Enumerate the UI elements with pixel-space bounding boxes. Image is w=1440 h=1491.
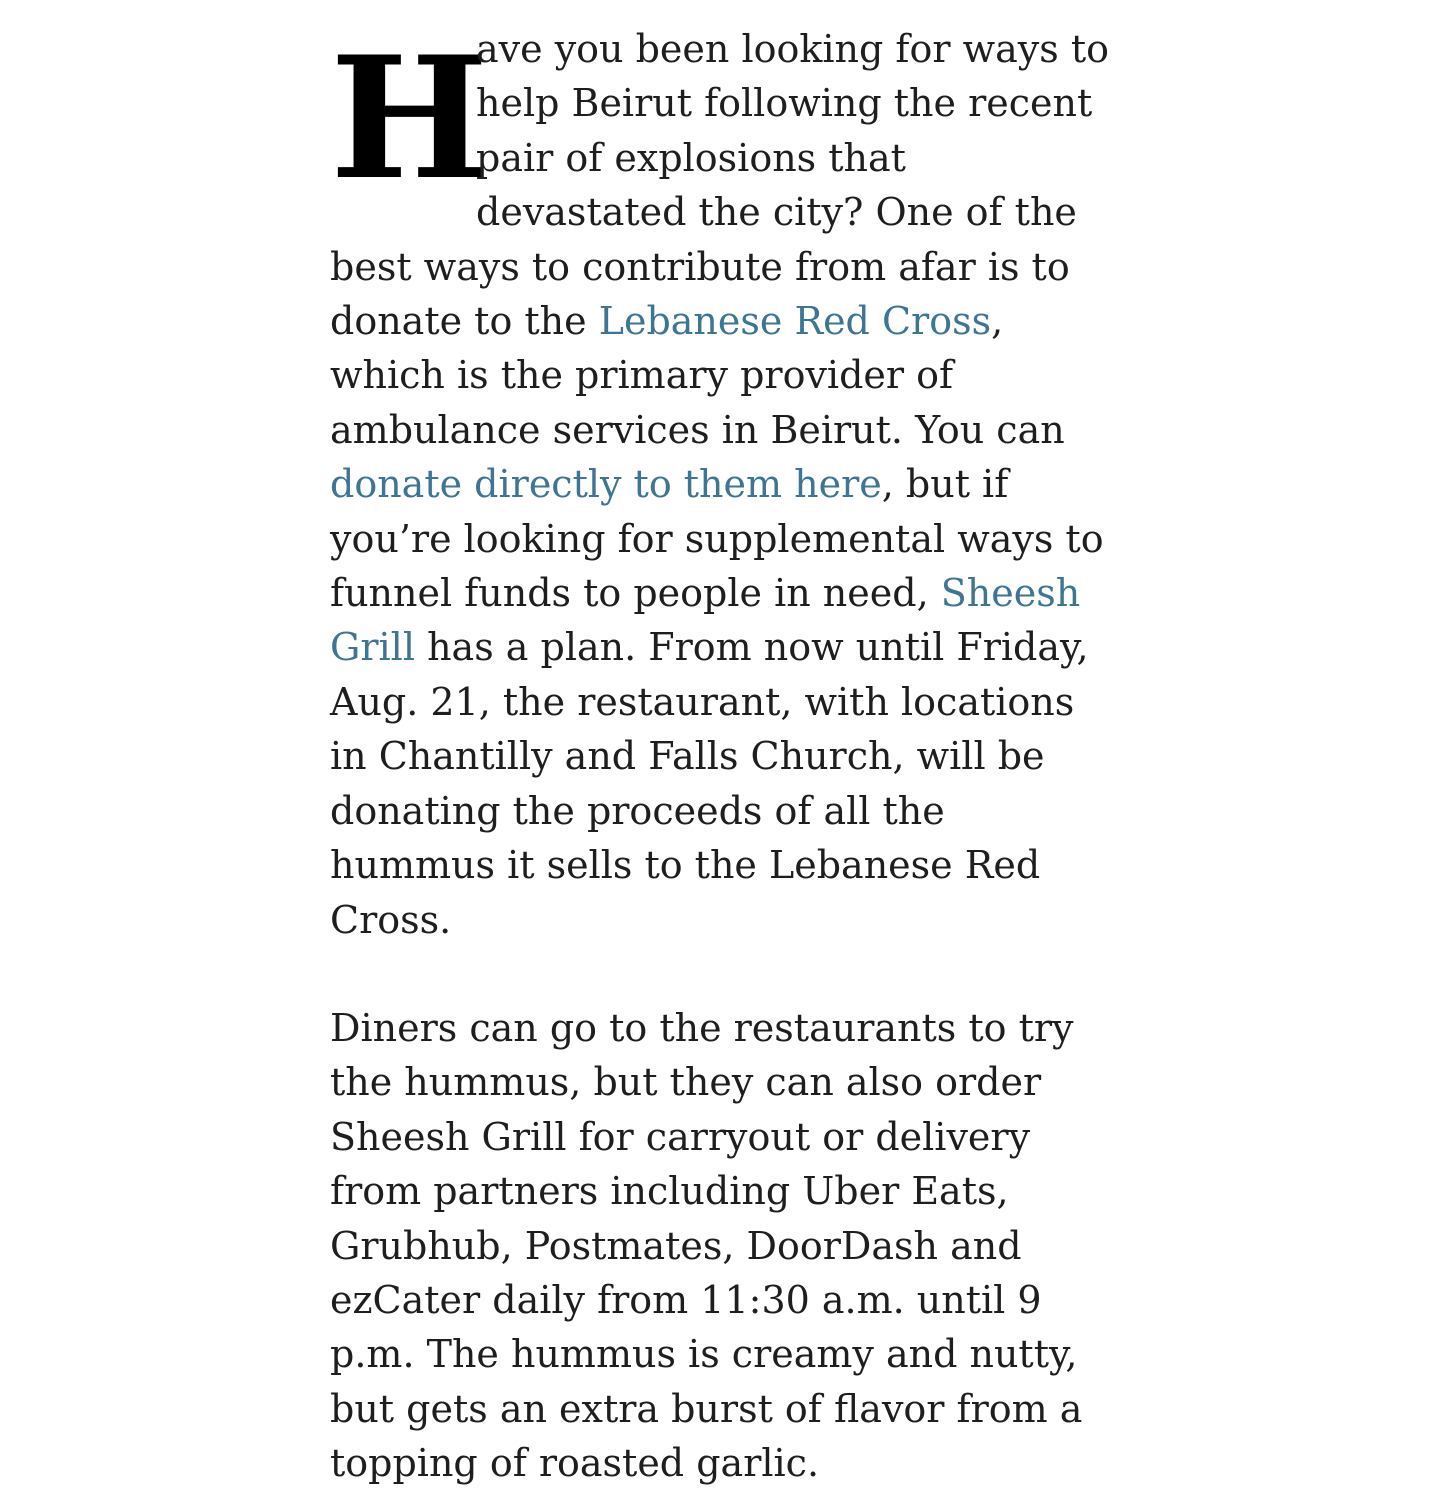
- paragraph-1-text-d: has a plan. From now until Friday, Aug. 21, the restaurant, with locations in Chantilly and Falls Church, will be donating the proceeds of all the hummus it sells to the Lebanese Red Cross.: [330, 625, 1089, 942]
- paragraph-2: Diners can go to the restaurants to try the hummus, but they can also order Sheesh Grill for carryout or delivery from partners including Uber Eats, Grubhub, Postmates, DoorDash and ezCater daily from 11:30 a.m. until 9 p.m. The hummus is creamy and nutty, but gets an extra burst of flavor from a topping of roasted garlic.: [330, 1005, 1083, 1486]
- lebanese-red-cross-link[interactable]: Lebanese Red Cross: [598, 299, 992, 344]
- article-body: [330, 19, 1110, 1491]
- drop-cap: H: [330, 19, 485, 217]
- sheesh-grill-link[interactable]: Sheesh Grill: [330, 571, 1081, 670]
- donate-directly-link[interactable]: donate directly to them here: [330, 462, 882, 507]
- paragraph-1-text-a: ave you been looking for ways to help Beirut following the recent pair of explosions that devastated the city? One of the best ways to contribute from afar is to donate to the: [330, 27, 1109, 344]
- paragraph-1-text-c: , but if you’re looking for supplemental ways to funnel funds to people in need,: [330, 462, 1104, 616]
- paragraph-1: [330, 19, 1110, 947]
- paragraph-1-text-b: , which is the primary provider of ambulance services in Beirut. You can: [330, 299, 1065, 452]
